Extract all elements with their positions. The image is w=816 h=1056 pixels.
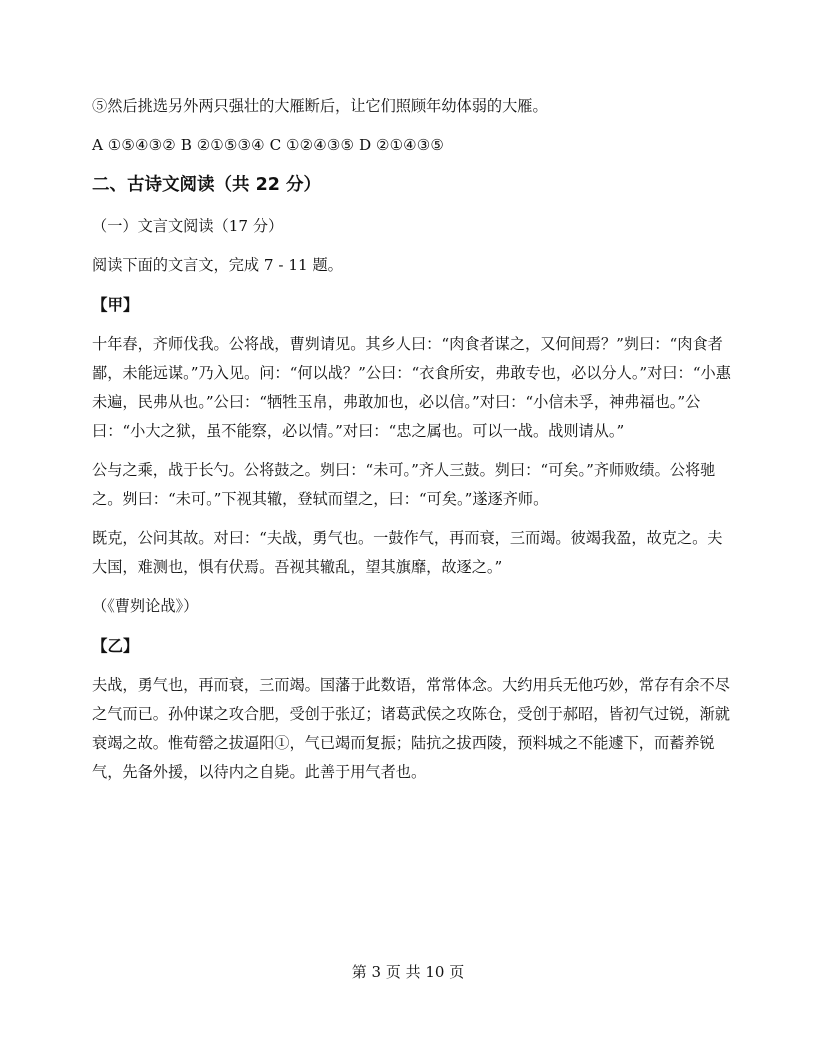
section-instruction: 阅读下面的文言文，完成 7 - 11 题。	[92, 256, 343, 274]
jia-source: （《曹刿论战》）	[92, 597, 199, 615]
page-content	[92, 92, 732, 797]
answer-options: A ①⑤④③② B ②①⑤③④ C ①②④③⑤ D ②①④③⑤	[92, 136, 445, 154]
jia-paragraph-3: 既克，公问其故。对曰：“夫战，勇气也。一鼓作气，再而衰，三而竭。彼竭我盈，故克之。夫大国，难测也，惧有伏焉。吾视其辙乱，望其旗靡，故逐之。”	[92, 529, 723, 576]
yi-label: 【乙】	[92, 637, 139, 655]
jia-label: 【甲】	[92, 296, 139, 314]
yi-paragraph-1: 夫战，勇气也，再而衰，三而竭。国藩于此数语，常常体念。大约用兵无他巧妙，常存有余不尽之气而已。孙仲谋之攻合肥，受创于张辽；诸葛武侯之攻陈仓，受创于郝昭，皆初气过锐，渐就衰竭之故。惟荀罃之拔逼阳①，气已竭而复振；陆抗之拔西陵，预料城之不能遽下，而蓄养锐气，先备外援，以待内之自毙。此善于用气者也。	[92, 676, 730, 781]
jia-paragraph-1: 十年春，齐师伐我。公将战，曹刿请见。其乡人曰：“肉食者谋之，又何间焉？”刿曰：“肉食者鄙，未能远谋。”乃入见。问：“何以战？”公曰：“衣食所安，弗敢专也，必以分人。”对曰：“小惠未遍，民弗从也。”公曰：“牺牲玉帛，弗敢加也，必以信。”对曰：“小信未孚，神弗福也。”公曰：“小大之狱，虽不能察，必以情。”对曰：“忠之属也。可以一战。战则请从。”	[92, 335, 731, 440]
page-footer: 第 3 页 共 10 页	[351, 963, 465, 981]
section-title: 二、古诗文阅读（共 22 分）	[92, 175, 322, 195]
question-5-text: ⑤然后挑选另外两只强壮的大雁断后，让它们照顾年幼体弱的大雁。	[92, 97, 548, 115]
section-subtitle: （一）文言文阅读（17 分）	[92, 217, 284, 235]
jia-paragraph-2: 公与之乘，战于长勺。公将鼓之。刿曰：“未可。”齐人三鼓。刿曰：“可矣。”齐师败绩。公将驰之。刿曰：“未可。”下视其辙，登轼而望之，曰：“可矣。”遂逐齐师。	[92, 461, 716, 508]
